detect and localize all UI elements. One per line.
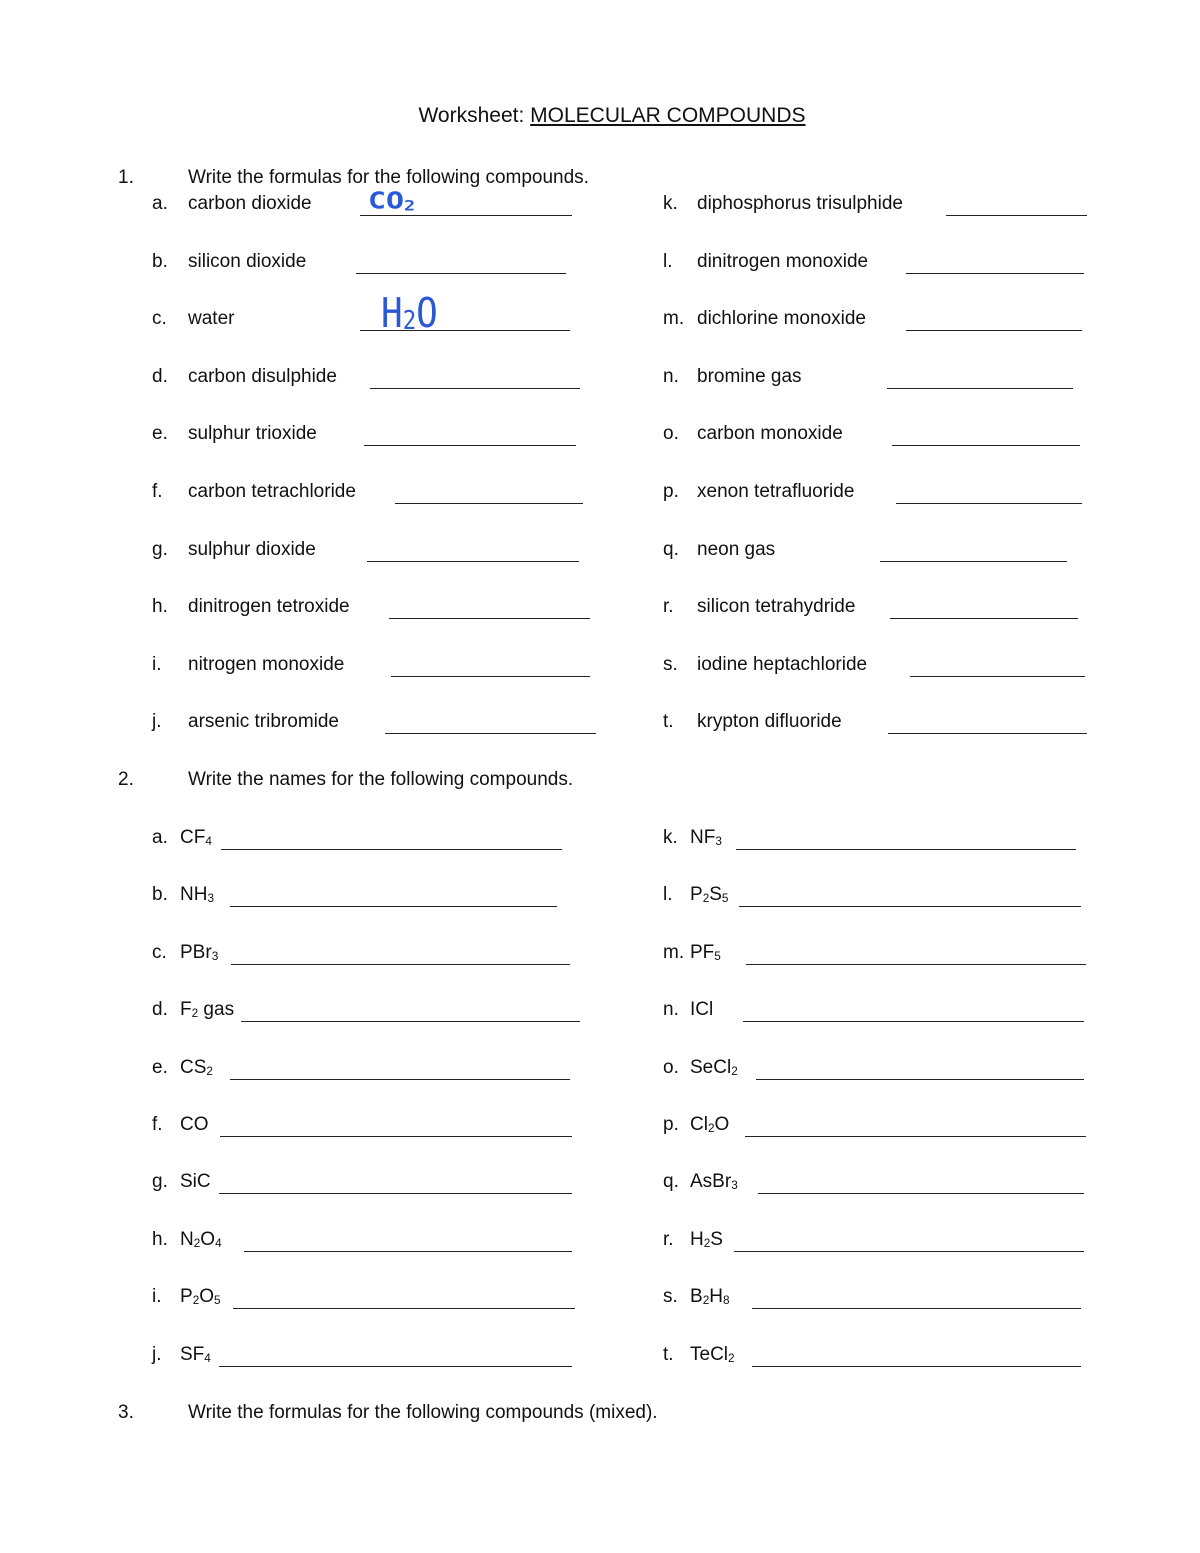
item-formula: SeCl$_2$	[690, 1056, 738, 1078]
answer-blank[interactable]	[230, 906, 557, 907]
q1-item-c	[152, 307, 234, 331]
item-compound-name: neon gas	[697, 538, 776, 560]
item-compound-name: dinitrogen monoxide	[697, 250, 869, 272]
q1-item-b	[152, 250, 306, 274]
item-letter: p.	[663, 1114, 679, 1135]
answer-blank[interactable]	[221, 849, 562, 850]
q1-item-j	[152, 710, 339, 734]
q2-item-q	[663, 1170, 738, 1194]
answer-blank[interactable]	[367, 561, 579, 562]
item-compound-name: silicon dioxide	[188, 250, 307, 272]
answer-blank[interactable]	[752, 1366, 1081, 1367]
q2-item-o	[663, 1056, 738, 1080]
item-formula: $Cl_2O$	[690, 1114, 730, 1135]
q2-item-e	[152, 1056, 213, 1080]
item-compound-name: nitrogen monoxide	[188, 653, 345, 675]
q1-item-f	[152, 480, 356, 504]
q2-item-p	[663, 1113, 729, 1137]
item-letter: d.	[152, 365, 168, 387]
item-letter: s.	[663, 653, 678, 675]
question-1-number: 1.	[118, 167, 134, 188]
answer-blank[interactable]	[231, 964, 570, 965]
answer-blank[interactable]	[758, 1193, 1084, 1194]
item-letter: i.	[152, 653, 162, 675]
answer-blank[interactable]	[887, 388, 1073, 389]
item-letter: f.	[152, 481, 163, 502]
item-letter: e.	[152, 423, 168, 445]
item-compound-name: carbon disulphide	[188, 365, 337, 387]
q1-item-m	[663, 307, 866, 331]
item-formula: $N_2O_4$	[180, 1228, 222, 1250]
item-letter: o.	[663, 423, 679, 445]
item-letter: n.	[663, 365, 679, 387]
item-compound-name: water	[188, 308, 235, 330]
item-formula: $NF_3$	[690, 827, 722, 848]
item-compound-name: bromine gas	[697, 365, 802, 387]
item-letter: g.	[152, 1171, 168, 1193]
q2-item-i	[152, 1285, 221, 1309]
answer-blank[interactable]	[389, 618, 590, 619]
item-formula: $P_2O_5$	[180, 1286, 221, 1308]
answer-blank[interactable]	[233, 1308, 575, 1309]
question-1-heading	[118, 166, 589, 190]
answer-blank[interactable]	[896, 503, 1082, 504]
item-letter: e.	[152, 1056, 168, 1078]
item-letter: b.	[152, 884, 168, 906]
question-1-prompt: Write the formulas for the following compounds.	[188, 167, 589, 188]
item-compound-name: carbon tetrachloride	[188, 481, 356, 502]
title-prefix: Worksheet:	[418, 104, 525, 127]
q1-item-q	[663, 538, 775, 562]
answer-blank[interactable]	[241, 1021, 580, 1022]
item-compound-name: iodine heptachloride	[697, 653, 868, 675]
answer-blank[interactable]	[391, 676, 590, 677]
item-compound-name: silicon tetrahydride	[697, 596, 856, 618]
question-3-heading	[118, 1401, 658, 1425]
answer-blank[interactable]	[220, 1136, 572, 1137]
answer-blank[interactable]	[910, 676, 1085, 677]
item-formula: $F_2$ gas	[180, 999, 235, 1021]
q1-item-o	[663, 422, 843, 446]
item-compound-name: krypton difluoride	[697, 711, 842, 733]
q1-item-i	[152, 653, 344, 677]
answer-blank[interactable]	[364, 445, 576, 446]
item-letter: q.	[663, 538, 679, 560]
item-letter: q.	[663, 1171, 679, 1193]
item-letter: i.	[152, 1286, 162, 1308]
answer-blank[interactable]	[360, 215, 572, 216]
item-formula: TeCl$_2$	[690, 1343, 735, 1365]
item-letter: c.	[152, 941, 167, 963]
q1-item-p	[663, 480, 854, 504]
q2-item-j	[152, 1343, 211, 1367]
item-formula: AsBr$_3$	[690, 1171, 738, 1193]
item-letter: j.	[152, 1343, 162, 1365]
answer-blank[interactable]	[244, 1251, 572, 1252]
q2-item-k	[663, 826, 722, 850]
handwritten-answer: $H_2O$	[381, 290, 438, 338]
item-letter: a.	[152, 827, 168, 848]
question-2-prompt: Write the names for the following compounds.	[188, 769, 574, 790]
q1-item-r	[663, 595, 855, 619]
q1-item-e	[152, 422, 317, 446]
item-letter: k.	[663, 827, 678, 848]
q2-item-a	[152, 826, 212, 850]
item-compound-name: arsenic tribromide	[188, 711, 339, 733]
answer-blank[interactable]	[880, 561, 1067, 562]
item-formula: ICl	[690, 999, 714, 1021]
item-formula: $B_2H_8$	[690, 1286, 730, 1308]
q1-item-h	[152, 595, 350, 619]
item-letter: n.	[663, 999, 679, 1021]
item-compound-name: dichlorine monoxide	[697, 308, 866, 330]
q1-item-d	[152, 365, 337, 389]
q1-item-n	[663, 365, 802, 389]
item-formula: PBr$_3$	[180, 941, 219, 963]
question-3-prompt: Write the formulas for the following compounds (mixed).	[188, 1402, 658, 1423]
item-formula: $CS_2$	[180, 1056, 213, 1078]
answer-blank[interactable]	[752, 1308, 1081, 1309]
q1-item-s	[663, 653, 867, 677]
item-letter: r.	[663, 1228, 674, 1250]
item-letter: k.	[663, 193, 678, 214]
q2-item-h	[152, 1228, 222, 1252]
answer-blank[interactable]	[892, 445, 1080, 446]
q2-item-g	[152, 1170, 211, 1194]
answer-blank[interactable]	[356, 273, 566, 274]
item-letter: t.	[663, 1343, 674, 1365]
item-letter: g.	[152, 538, 168, 560]
answer-blank[interactable]	[743, 1021, 1084, 1022]
answer-blank[interactable]	[739, 906, 1081, 907]
q1-item-t	[663, 710, 842, 734]
item-formula: $H_2S$	[690, 1228, 723, 1250]
item-compound-name: xenon tetrafluoride	[697, 481, 855, 502]
item-letter: c.	[152, 308, 167, 330]
item-letter: j.	[152, 711, 162, 733]
item-formula: $CF_4$	[180, 827, 212, 848]
handwritten-answer: $CO_2$	[368, 188, 416, 215]
q2-item-c	[152, 941, 218, 965]
answer-blank[interactable]	[888, 733, 1087, 734]
item-letter: h.	[152, 1228, 168, 1250]
item-letter: t.	[663, 711, 674, 733]
q2-item-s	[663, 1285, 730, 1309]
question-3-number: 3.	[118, 1402, 134, 1423]
item-formula: $PF_5$	[690, 941, 721, 963]
item-formula: $SF_4$	[180, 1343, 211, 1365]
item-letter: r.	[663, 596, 674, 618]
answer-blank[interactable]	[395, 503, 583, 504]
item-letter: a.	[152, 193, 168, 214]
item-compound-name: dinitrogen tetroxide	[188, 596, 350, 618]
item-compound-name: sulphur dioxide	[188, 538, 316, 560]
item-letter: l.	[663, 250, 673, 272]
q1-item-k	[663, 192, 903, 216]
q2-item-l	[663, 883, 728, 907]
item-formula: $NH_3$	[180, 884, 214, 906]
item-letter: h.	[152, 596, 168, 618]
answer-blank[interactable]	[946, 215, 1087, 216]
answer-blank[interactable]	[230, 1079, 570, 1080]
item-formula: $P_2S_5$	[690, 884, 729, 906]
item-letter: b.	[152, 250, 168, 272]
title-main: MOLECULAR COMPOUNDS	[530, 104, 806, 127]
answer-blank[interactable]	[746, 964, 1086, 965]
item-compound-name: carbon monoxide	[697, 423, 843, 445]
q2-item-r	[663, 1228, 723, 1252]
item-letter: o.	[663, 1056, 679, 1078]
item-letter: d.	[152, 999, 168, 1021]
page-title	[0, 102, 1200, 130]
q1-item-l	[663, 250, 868, 274]
answer-blank[interactable]	[219, 1193, 572, 1194]
q1-item-g	[152, 538, 316, 562]
q2-item-m	[663, 941, 721, 965]
q2-item-n	[663, 998, 713, 1022]
q2-item-t	[663, 1343, 735, 1367]
answer-blank[interactable]	[890, 618, 1078, 619]
question-2-heading	[118, 768, 573, 792]
item-formula: SiC	[180, 1171, 211, 1193]
answer-blank[interactable]	[734, 1251, 1084, 1252]
item-compound-name: diphosphorus trisulphide	[697, 193, 903, 214]
item-formula: CO	[180, 1114, 209, 1135]
item-letter: m.	[663, 941, 685, 963]
answer-blank[interactable]	[756, 1079, 1084, 1080]
item-compound-name: sulphur trioxide	[188, 423, 317, 445]
question-2-number: 2.	[118, 769, 134, 790]
answer-blank[interactable]	[219, 1366, 572, 1367]
item-letter: l.	[663, 884, 673, 906]
item-compound-name: carbon dioxide	[188, 193, 312, 214]
answer-blank[interactable]	[736, 849, 1076, 850]
answer-blank[interactable]	[370, 388, 580, 389]
answer-blank[interactable]	[385, 733, 596, 734]
q2-item-d	[152, 998, 234, 1022]
q1-item-a	[152, 192, 312, 216]
item-letter: f.	[152, 1114, 163, 1135]
answer-blank[interactable]	[745, 1136, 1086, 1137]
item-letter: s.	[663, 1286, 678, 1308]
answer-blank[interactable]	[906, 273, 1084, 274]
q2-item-b	[152, 883, 214, 907]
q2-item-f	[152, 1113, 209, 1137]
answer-blank[interactable]	[906, 330, 1082, 331]
item-letter: m.	[663, 308, 685, 330]
item-letter: p.	[663, 481, 679, 502]
